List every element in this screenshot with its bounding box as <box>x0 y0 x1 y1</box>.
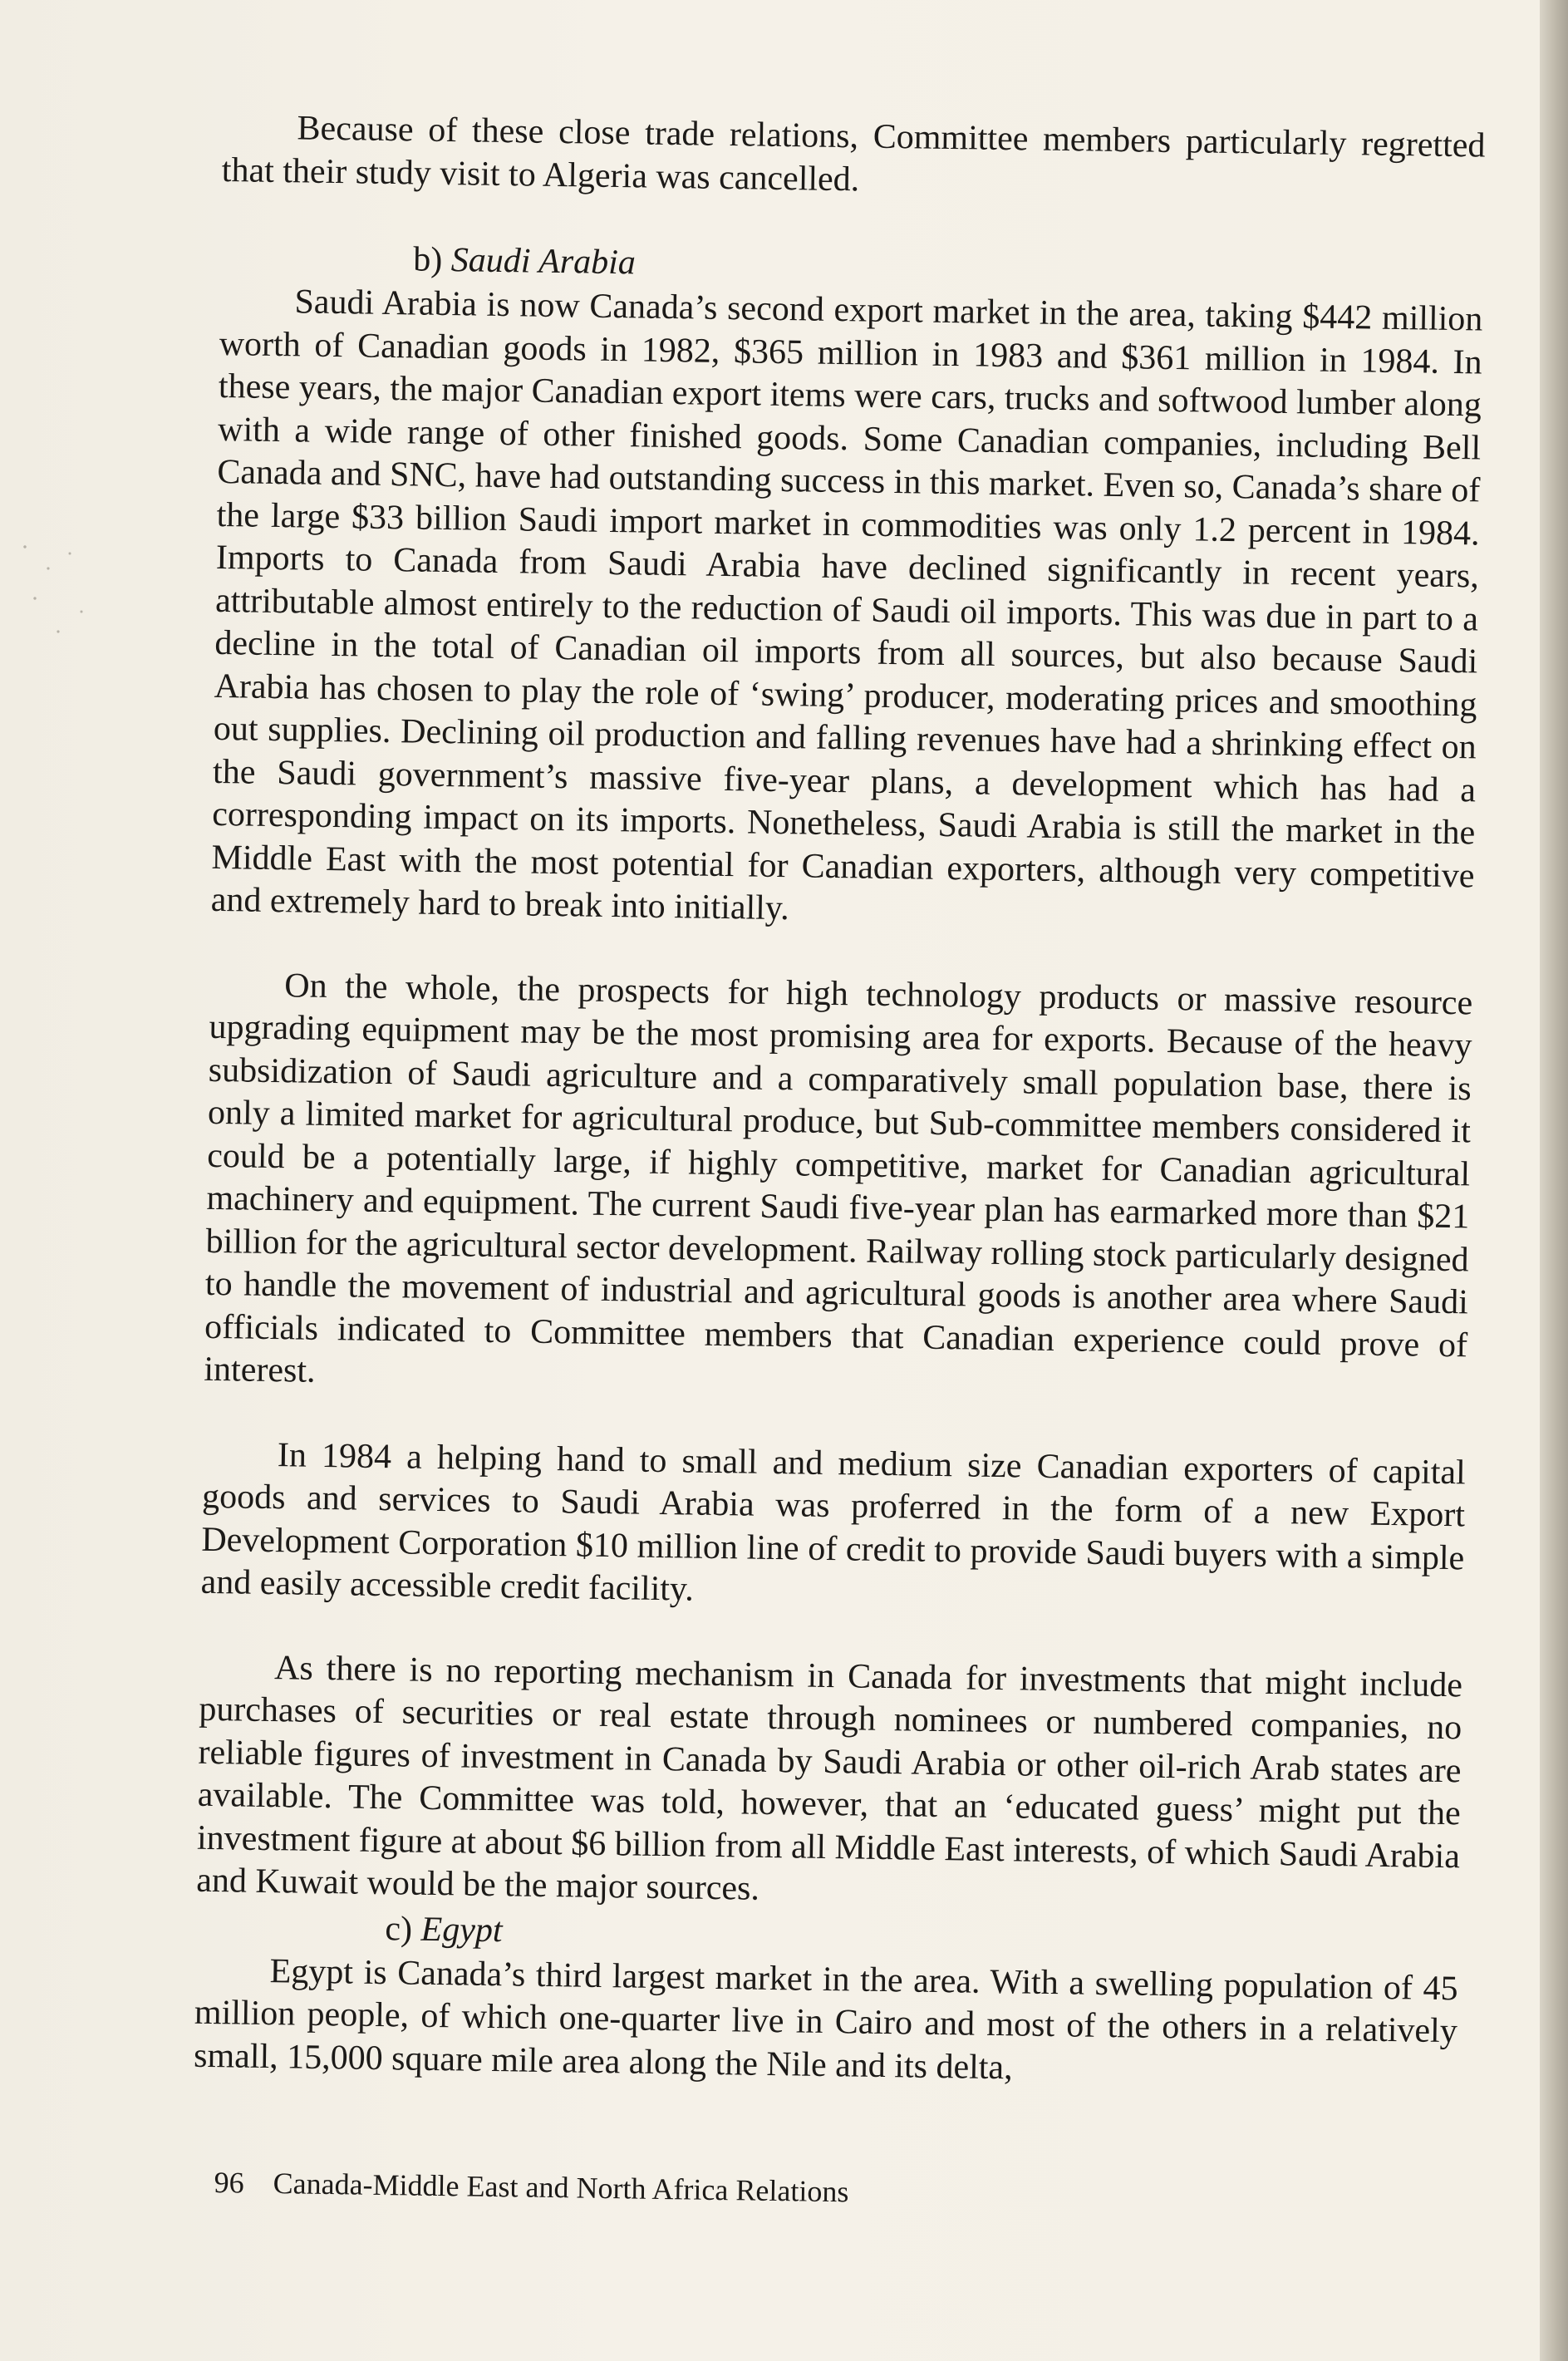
section-title: Saudi Arabia <box>450 241 637 283</box>
paragraph-egypt-market: Egypt is Canada’s third largest market in the area. With a swelling population of 45 million people, of which one-quarter live in Cairo and most of the others in a relatively small, 15,000 square mile area along the Nile and its delta, <box>193 1951 1458 2087</box>
paragraph-credit-line: In 1984 a helping hand to small and medium size Canadian exporters of capital goods and services to Saudi Arabia was proferred in the form of a new Export Development Corporation $10 million line of credit to provide Saudi buyers with a simple and easily accessible credit facility. <box>200 1435 1467 1609</box>
paragraph-technology-prospects: On the whole, the prospects for high technology products or massive resource upgrading equipment may be the most promising area for exports. Because of the heavy subsidization of Saudi agriculture and a comparatively small population base, there is only a limited market for agricultural produce, but Sub-committee members considered it could be a potentially large, if highly competitive, market for Canadian agricultural machinery and equipment. The current Saudi five-year plan has earmarked more than $21 billion for the agricultural sector development. Railway rolling stock particularly designed to handle the movement of industrial and agricultural goods is another area where Saudi officials indicated to Committee members that Canadian experience could prove of interest. <box>204 966 1473 1390</box>
section-marker: b) <box>412 240 443 279</box>
page-number: 96 <box>214 2165 244 2200</box>
paragraph-algeria-visit: Because of these close trade relations, Committee members particularly regretted that their study visit to Algeria was cancelled. <box>221 109 1486 199</box>
margin-specks <box>15 532 106 648</box>
paragraph-saudi-exports: Saudi Arabia is now Canada’s second export market in the area, taking $442 million worth of Canadian goods in 1982, $365 million in 1983 and $361 million in 1984. In these years, the major Canadian export items were cars, trucks and softwood lumber along with a wide range of other finished goods. Some Canadian companies, including Bell Canada and SNC, have had outstanding success in this market. Even so, Canada’s share of the large $33 billion Saudi import market in commodities was only 1.2 percent in 1984. Imports to Canada from Saudi Arabia have declined significantly in recent years, attributable almost entirely to the reduction of Saudi oil imports. This was due in part to a decline in the total of Canadian oil imports from all sources, but also because Saudi Arabia has chosen to play the role of ‘swing’ producer, moderating prices and smoothing out supplies. Declining oil production and falling revenues have had a shrinking effect on the Saudi government’s massive five-year plans, a development which has had a corresponding impact on its imports. Nonetheless, Saudi Arabia is still the market in the Middle East with the most potential for Canadian exporters, although very competitive and extremely hard to break into initially. <box>210 283 1483 928</box>
paragraph-investment: As there is no reporting mechanism in Canada for investments that might include purchases of securities or real estate through nominees or numbered companies, no reliable figures of investment in Canada by Saudi Arabia or other oil-rich Arab states are available. The Committee was told, however, that an ‘educated guess’ might put the investment figure at about $6 billion from all Middle East interests, of which Saudi Arabia and Kuwait would be the major sources. <box>195 1648 1463 1908</box>
section-marker: c) <box>385 1909 413 1949</box>
page-footer <box>214 2164 848 2210</box>
section-title: Egypt <box>420 1910 503 1950</box>
running-title: Canada-Middle East and North Africa Relations <box>273 2167 849 2209</box>
page-binding-edge <box>1540 0 1568 2361</box>
page-body <box>194 106 1486 2096</box>
